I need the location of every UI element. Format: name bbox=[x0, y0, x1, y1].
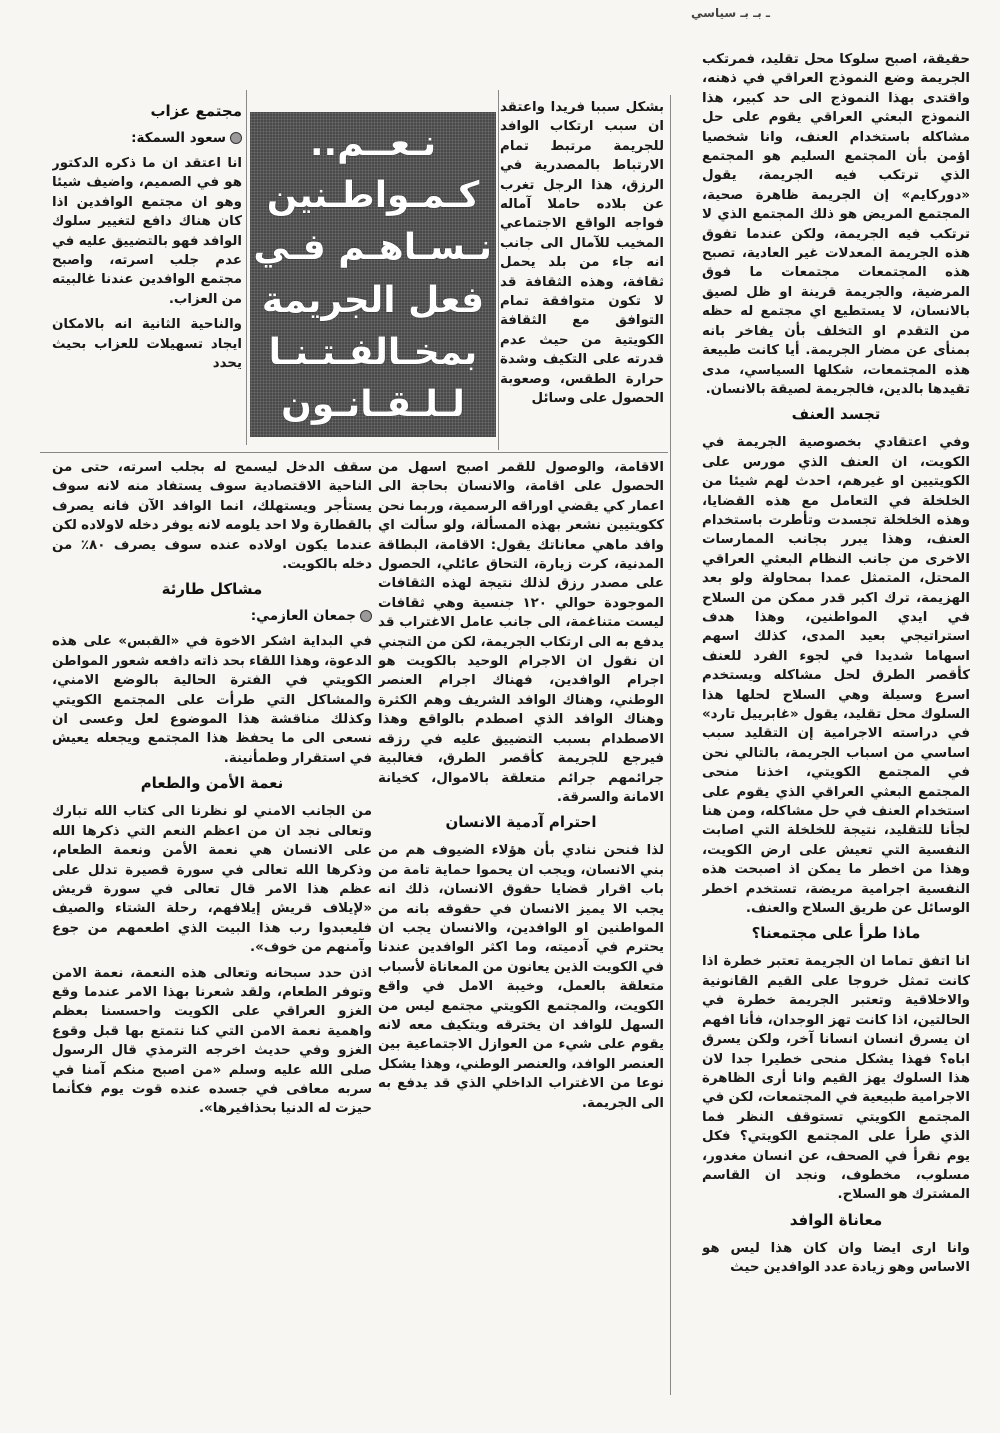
subheading: احترام آدمية الانسان bbox=[445, 813, 597, 832]
article-paragraph: الاقامة، والوصول للقمر اصبح اسهل من الحصول على اقامة، والانسان بحاجة الى اعمار كي يقضي اوراقه الرسمية، وربما نحن ككويتيين نشعر بهذه المسألة، ولو سألت اي وافد ماهي معاناتك يقول: الاقامة، البطاقة المدنية، كرت زيارة، التحاق عائلي، الحصول على مصدر رزق لذلك نتيجة لهذه الثقافات الموجودة حوالي ١٢٠ جنسية وهي ثقافات ليست متناغمة، الى جانب عامل الاغتراب قد يدفع به الى ارتكاب الجريمة، لكن من التجني ان نقول ان الاجرام الوحيد بالكويت هو اجرام الوافدين، فهناك اجرام العنصر الوطني، وهناك الوافد الشريف وهم الكثرة وهناك الوافد الذي اصطدم بالواقع وهذا الاصطدام بسبب التضييق عليه في رزقه فيرجع للجريمة كأقصر الطرق، فغالبية جرائمهم جرائم متعلقة بالاموال، كخيانة الامانة والسرقة. bbox=[378, 460, 664, 805]
middle-lower-column bbox=[378, 458, 664, 1403]
pull-quote-line: لـلـقـانـون bbox=[281, 383, 465, 425]
bullet-icon bbox=[230, 132, 242, 144]
article-paragraph: حقيقة، اصبح سلوكا محل تقليد، فمرتكب الجريمة وضع النموذج العراقي في ذهنه، واقتدى بهذا النموذج الى حد كبير، هذا النموذج البعثي العراقي يقوم على حل مشاكله باستخدام العنف، وانا شخصيا اؤمن بأن المجتمع السليم هو المجتمع الذي ترتكب فيه الجريمة، يقول «دوركايم» إن الجريمة ظاهرة صحية، المجتمع المريض هو ذلك المجتمع الذي لا ترتكب فيه الجريمة، ولكن عندما تفوق هذه الجريمة المعدلات غير العادية، تصبح هذه المجتمعات مجتمعات ما فوق المرضية، والجريمة قرينة او ظل لصيق بالانسان، لا يستطيع اي مجتمع له حظه من التقدم او التخلف بأن يفاخر بانه بمنأى عن مضار الجريمة. أيا كانت طبيعة هذه المجتمعات، شكلها السياسي، مدى تقيدها بالدين، فالجريمة لصيقة بالانسان. bbox=[702, 52, 970, 397]
subheading: تجسد العنف bbox=[791, 405, 881, 424]
byline bbox=[52, 608, 372, 624]
subheading: مجتمع عزاب bbox=[150, 102, 242, 120]
bullet-icon bbox=[360, 610, 372, 622]
article-paragraph: وفي اعتقادي بخصوصية الجريمة في الكويت، ان العنف الذي مورس على الكويتيين او غيرهم، احدث لهم شيئا من الخلخلة في التعامل مع هذه القضايا، وهذه الخلخلة تجسدت وتأطرت باستخدام العنف، وهذا يبرر بجانب الممارسات الاخرى من جانب النظام البعثي العراقي المحتل، المتمثل عمدا بمحاولة ولو بعد الهزيمة، ترك اكبر قدر ممكن من السلاح في ايدي المواطنين، وهذا هدف استراتيجي بعيد المدى، كذلك اسهم اسهاما شديدا في لجوء الفرد للعنف كأقصر الطرق لحل مشاكله ويستخدم اسرع وسيلة وهي السلاح لحلها هذا السلوك محل تقليد، يقول «غابرييل تارد» في دراسته الاجرامية إن التقليد سبب اساسي من اسباب الجريمة، بالتالي نحن في المجتمع الكويتي، اخذنا منحى المجتمع البعثي العراقي الذي يقوم على استخدام العنف في حل مشاكله، ومن هنا لجأنا للتقليد، نتيجة للخلخلة التي اصابت النفسية التي تعيش على ارض الكويت، وهذا من اخطر ما يمكن اذ اصبحت هذه النفسية اجرامية مريضة، تستخدم اخطر الوسائل عن طريق السلاح والعنف. bbox=[702, 435, 970, 917]
article-paragraph: انا اعتقد ان ما ذكره الدكتور هو في الصميم، واضيف شيئا وهو ان مجتمع الوافدين اذا كان هناك دافع لتغيير سلوك الوافد فهو بالتضييق عليه في عدم جلب اسرته، واصبح مجتمع الوافدين عندنا غالبيته من العزاب. bbox=[52, 156, 242, 307]
pull-quote-line: فعل الجريمة bbox=[261, 279, 485, 321]
page-header: ـ بـ بـ سياسي bbox=[691, 6, 770, 20]
article-paragraph: والناحية الثانية انه بالامكان ايجاد تسهيلات للعزاب بحيث يحدد bbox=[52, 317, 242, 372]
right-column bbox=[702, 50, 970, 1410]
subheading: معاناة الوافد bbox=[789, 1210, 883, 1229]
article-paragraph: انا اتفق تماما ان الجريمة تعتبر خطرة اذا كانت تمثل خروجا على القيم القانونية والاخلاقية وتعتبر الجريمة خطرة في الحالتين، اذا كانت تهز الوجدان، فأنا افهم ان يسرق انسان انسانا آخر، ولكن يسرق اباه؟ فهذا يشكل منحى خطيرا جدا لان هذا السلوك يهز القيم وانا أرى الظاهرة الاجرامية طبيعية في المجتمعات، لكن في المجتمع الكويتي تستوقف النظر فما الذي طرأ على المجتمع الكويتي؟ فكل يوم نقرأ في الصحف، عن انسان مغدور، مسلوب، مخطوف، ونجد ان القاسم المشترك هو السلاح. bbox=[702, 954, 970, 1203]
left-lower-column bbox=[52, 458, 372, 1403]
column-divider bbox=[498, 90, 499, 450]
column-divider bbox=[670, 95, 671, 1395]
left-top-column bbox=[52, 96, 242, 452]
middle-top-column bbox=[500, 98, 664, 454]
subheading: مشاكل طارئة bbox=[161, 580, 263, 599]
pull-quote-line: كـمـواطـنين bbox=[266, 175, 480, 217]
pull-quote-line: نـعــم.. bbox=[309, 123, 437, 165]
article-paragraph: بشكل سببا فريدا واعتقد ان سبب ارتكاب الوافد للجريمة مرتبط تمام الارتباط بالمصدرية في الرزق، هذا الرجل تغرب عن بلاده حاملا آماله فواجه الواقع الاجتماعي المخيب للآمال الى جانب انه جاء من بلد يحمل ثقافة، وهذه الثقافة قد لا تكون متوافقة تمام التوافق مع الثقافة الكويتية من حيث عدم قدرته على التكيف وشدة حرارة الطقس، وصعوبة الحصول على وسائل bbox=[500, 100, 664, 407]
article-paragraph: سقف الدخل ليسمح له بجلب اسرته، حتى من الناحية الاقتصادية سوف يستفاد منه لانه سوف يستأجر ويستهلك، انما الوافد الآن فانه يصرف بالقطارة ولا احد يلومه لانه يوفر دخله لاولاده لكن عندما يكون اولاده عنده سوف يصرف ٨٠٪ من دخله بالكويت. bbox=[52, 460, 372, 573]
article-paragraph: اذن حدد سبحانه وتعالى هذه النعمة، نعمة الامن وتوفر الطعام، ولقد شعرنا بهذا الامر عندما وقع الغزو العراقي على الكويت واحسسنا بعظم واهمية نعمة الامن التي كنا نتمتع بها قبل وقوع الغزو وفي حديث اخرجه الترمذي قال الرسول صلى الله عليه وسلم «من اصبح منكم آمنا في سربه معافى في جسده عنده قوت يوم فكأنما حيزت له الدنيا بحذافيرها». bbox=[52, 965, 372, 1117]
column-divider bbox=[246, 90, 247, 445]
article-paragraph: وانا ارى ايضا وان كان هذا ليس هو الاساس وهو زيادة عدد الوافدين حيث bbox=[702, 1240, 970, 1276]
pull-quote-line: نـسـاهـم فـي bbox=[253, 227, 492, 269]
pull-quote-box bbox=[250, 112, 496, 437]
byline-name: سعود السمكة: bbox=[131, 130, 226, 146]
subheading: نعمة الأمن والطعام bbox=[140, 774, 284, 793]
article-paragraph: لذا فنحن ننادي بأن هؤلاء الضيوف هم من بني الانسان، ويجب ان يحموا حماية تامة من باب اقرار قضايا حقوق الانسان، ذلك انه يجب الا يميز الانسان في حقوقه بانه من المواطنين او الوافدين، والانسان يجب ان يحترم في آدميته، وما اكثر الوافدين عندنا في الكويت الذين يعانون من المعاناة لأسباب متعلقة بالعمل، وخيبة الامل في واقع الكويت، والمجتمع الكويتي مجتمع ليس من السهل للوافد ان يخترقه ويتكيف معه لانه يقوم على شيء من العوازل الاجتماعية بين العنصر الوافد، والعنصر الوطني، وهذا يشكل نوعا من الاغتراب الداخلي الذي قد يدفع به الى الجريمة. bbox=[378, 843, 664, 1111]
byline-name: جمعان العازمي: bbox=[250, 608, 356, 625]
article-paragraph: من الجانب الامني لو نظرنا الى كتاب الله تبارك وتعالى نجد ان من اعظم النعم التي ذكرها الله على الانسان هي نعمة الأمن ونعمة الطعام، وذكرها الله تعالى في سورة قصيرة تدلل على عظم هذا الامر قال تعالى في سورة قريش «لإيلاف قريش إيلافهم، رحلة الشتاء والصيف فليعبدوا رب هذا البيت الذي اطعمهم من جوع وآمنهم من خوف». bbox=[52, 804, 372, 956]
article-paragraph: في البداية اشكر الاخوة في «القبس» على هذه الدعوة، وهذا اللقاء بحد ذاته دافعه شعور المواطن الكويتي في الفترة الحالية بالوضع الامني، والمشاكل التي طرأت على المجتمع الكويتي وكذلك مناقشة هذا الموضوع لعل وعسى ان نسعى الى ما يحفظ هذا المجتمع ويجعله يعيش في استقرار وطمأنينة. bbox=[52, 634, 372, 766]
subheading: ماذا طرأ على مجتمعنا؟ bbox=[751, 924, 921, 943]
pull-quote-line: بمخـالفـتـنـا bbox=[268, 331, 478, 373]
byline bbox=[52, 130, 242, 146]
